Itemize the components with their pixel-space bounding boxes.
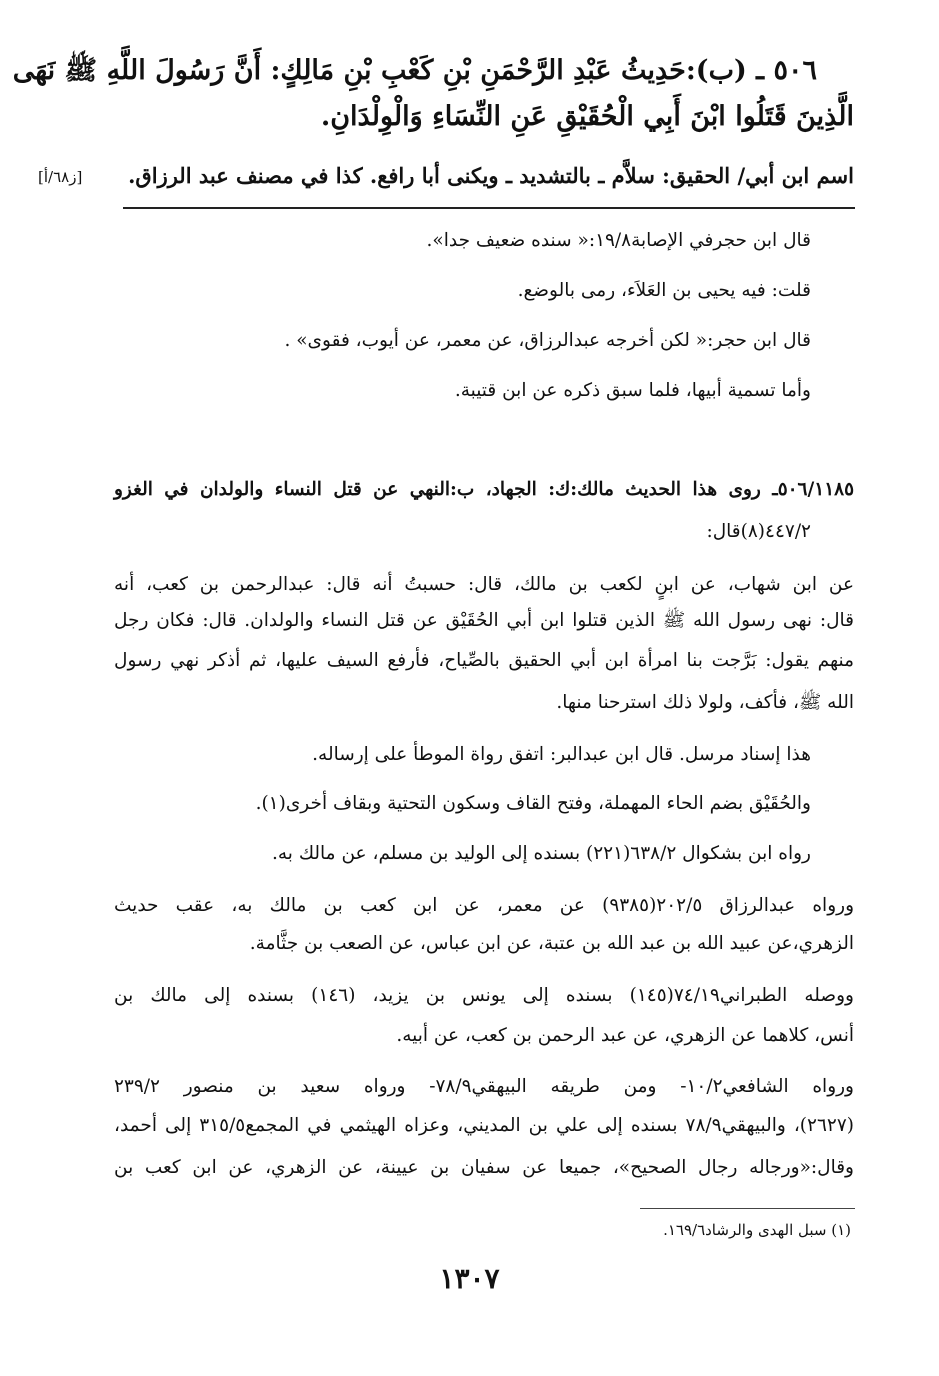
footnote: (١) سبل الهدى والرشاد١٦٩/٦. <box>663 1221 851 1239</box>
note-line: قال ابن حجر:« لكن أخرجه عبدالرزاق، عن معمر، عن أيوب، فقوى» . <box>284 330 811 351</box>
body-line: وقال:«ورجاله رجال الصحيح»، جميعا عن سفيان بن عيينة، عن الزهري، عن ابن كعب بن <box>114 1157 854 1178</box>
body-line: ورواه عبدالرزاق ٢٠٢/٥(٩٣٨٥) عن معمر، عن ابن كعب بن مالك به، عقب حديث <box>114 895 855 916</box>
body-line: قال: نهى رسول الله ﷺ الذين قتلوا ابن أبي الحُقَيْق عن قتل النساء والولدان. قال: فكان رجل <box>114 610 854 631</box>
body-line: ٤٤٧/٢(٨)قال: <box>706 521 811 542</box>
body-line: والحُقَيْق بضم الحاء المهملة، وفتح القاف وسكون التحتية وبقاف أخرى(١). <box>255 793 811 814</box>
hadith-heading-line-1: ٥٠٦ ـ (ب):حَدِيثُ عَبْدِ الرَّحْمَنِ بْنِ كَعْبِ بْنِ مَالِكٍ: أَنَّ رَسُولَ اللَّهِ ﷺ نَهَى <box>12 55 817 86</box>
manuscript-folio-marker: [ز٦٨/أ] <box>38 168 83 186</box>
body-line: ووصله الطبراني٧٤/١٩(١٤٥) بسنده إلى يونس بن يزيد، (١٤٦) بسنده إلى مالك بن <box>114 985 854 1006</box>
name-note-line: اسم ابن أبي/ الحقيق: سلاَّم ـ بالتشديد ـ ويكنى أبا رافع. كذا في مصنف عبد الرزاق. <box>128 163 854 188</box>
note-line: وأما تسمية أبيها، فلما سبق ذكره عن ابن قتيبة. <box>454 380 811 401</box>
note-line: قال ابن حجرفي الإصابة١٩/٨:« سنده ضعيف جدا». <box>426 230 811 251</box>
body-line: رواه ابن بشكوال ٦٣٨/٢(٢٢١) بسنده إلى الوليد بن مسلم، عن مالك به. <box>271 843 811 864</box>
body-line: منهم يقول: بَرَّجت بنا امرأة ابن أبي الحقيق بالصِّياح، فأرفع السيف عليها، ثم أذكر نهي رسول <box>114 650 854 671</box>
body-line: ورواه الشافعي١٠/٢- ومن طريقه البيهقي٧٨/٩- ورواه سعيد بن منصور ٢٣٩/٢ <box>114 1076 854 1097</box>
body-line: (٢٦٢٧)، والبيهقي٧٨/٩ بسنده إلى علي بن المديني، وعزاه الهيثمي في المجمع٣١٥/٥ إلى أحمد، <box>114 1115 854 1136</box>
header-divider <box>123 207 855 209</box>
body-line: عن ابن شهاب، عن ابنٍ لكعب بن مالك، قال: حسبتُ أنه قال: عبدالرحمن بن كعب، أنه <box>114 574 854 595</box>
body-line: هذا إسناد مرسل. قال ابن عبدالبر: اتفق رواة الموطأ على إرساله. <box>312 744 811 765</box>
page-number: ١٣٠٧ <box>439 1262 500 1295</box>
body-line: أنس، كلاهما عن الزهري، عن عبد الرحمن بن كعب، عن أبيه. <box>396 1025 854 1046</box>
body-line: الزهري،عن عبيد الله بن عبد الله بن عتبة، عن ابن عباس، عن الصعب بن جثَّامة. <box>249 933 854 954</box>
body-line: الله ﷺ، فأكف، ولولا ذلك استرحنا منها. <box>556 692 854 713</box>
note-line: قلت: فيه يحيى بن العَلاَء، رمى بالوضع. <box>517 280 811 301</box>
body-line: ٥٠٦/١١٨٥ـ روى هذا الحديث مالك:ك: الجهاد، ب:النهي عن قتل النساء والولدان في الغزو <box>114 479 854 500</box>
hadith-heading-line-2: الَّذِينَ قَتَلُوا ابْنَ أَبِي الْحُقَيْقِ عَنِ النِّسَاءِ وَالْوِلْدَانِ. <box>320 101 854 132</box>
footnote-divider <box>640 1208 855 1209</box>
